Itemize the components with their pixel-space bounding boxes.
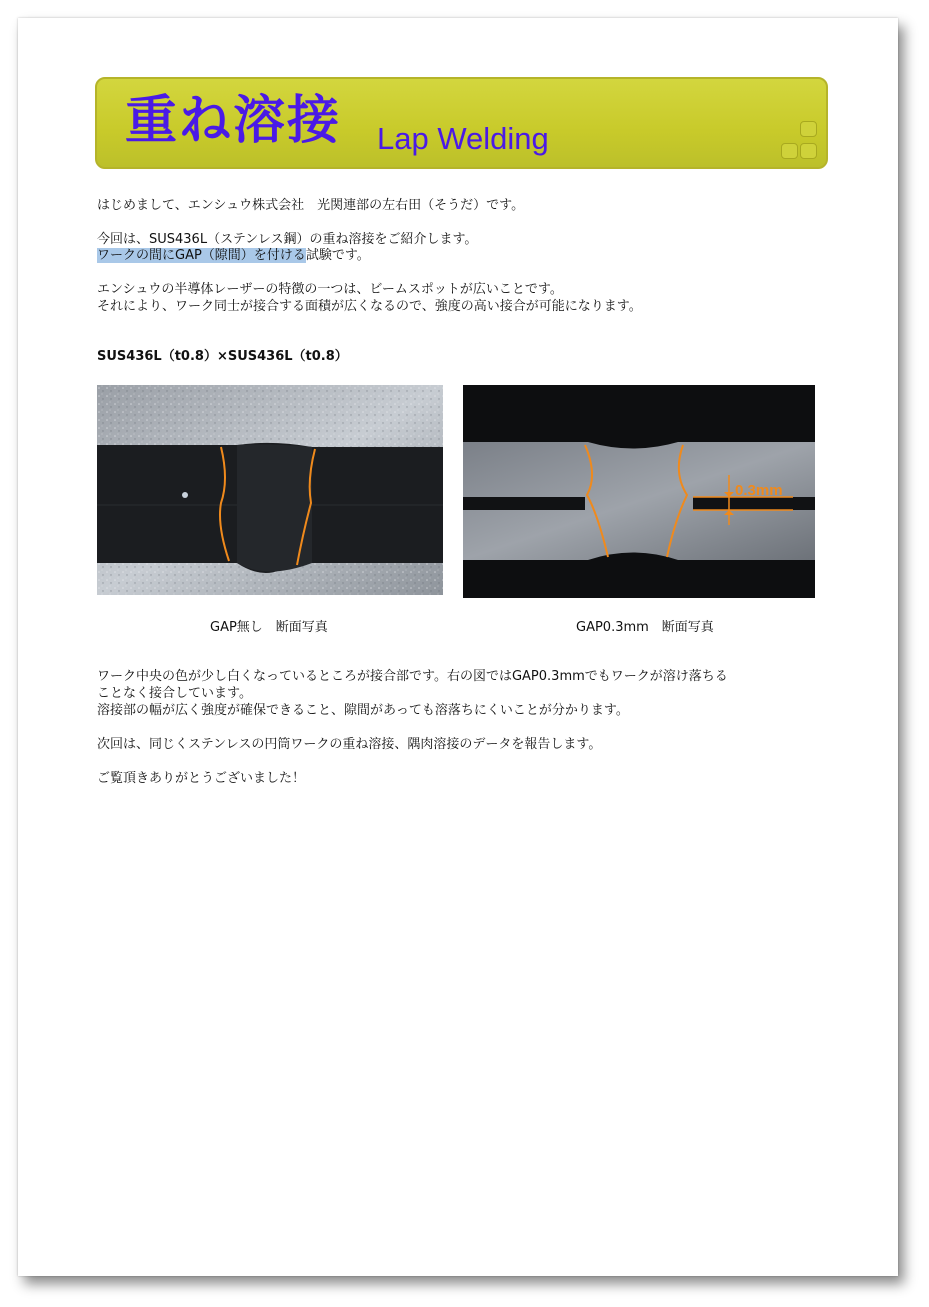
intro-line: はじめまして、エンシュウ株式会社 光関連部の左右田（そうだ）です。 xyxy=(97,198,525,213)
result-line-1: ワーク中央の色が少し白くなっているところが接合部です。右の図ではGAP0.3mmでもワークが溶け落ちる xyxy=(97,669,728,684)
topic-line-1: 今回は、SUS436L（ステンレス鋼）の重ね溶接をご紹介します。 xyxy=(97,232,478,247)
document-page xyxy=(18,18,898,1276)
banner-subtitle: Lap Welding xyxy=(377,121,549,156)
feature-line-2: それにより、ワーク同士が接合する面積が広くなるので、強度の高い接合が可能になります。 xyxy=(97,299,642,314)
material-label: SUS436L（t0.8）×SUS436L（t0.8） xyxy=(97,349,348,364)
topic-line-2 xyxy=(97,248,370,264)
cross-section-photo-no-gap xyxy=(97,385,443,595)
cross-section-photo-gap-0-3mm xyxy=(463,385,815,598)
closing-line: ご覧頂きありがとうございました！ xyxy=(97,771,306,786)
decorative-square-icon xyxy=(800,143,817,159)
left-photo-caption: GAP無し 断面写真 xyxy=(210,620,328,635)
next-line: 次回は、同じくステンレスの円筒ワークの重ね溶接、隅肉溶接のデータを報告します。 xyxy=(97,737,602,752)
gap-measurement-label: 0.3mm xyxy=(735,482,783,499)
feature-line-1: エンシュウの半導体レーザーの特徴の一つは、ビームスポットが広いことです。 xyxy=(97,282,563,297)
result-line-3: 溶接部の幅が広く強度が確保できること、隙間があっても溶落ちにくいことが分かります。 xyxy=(97,703,629,718)
topic-line-2-rest: 試験です。 xyxy=(305,248,370,263)
banner-title: 重ね溶接 xyxy=(125,91,342,151)
decorative-square-icon xyxy=(781,143,798,159)
decorative-square-icon xyxy=(800,121,817,137)
result-line-2: ことなく接合しています。 xyxy=(97,686,252,701)
right-photo-caption: GAP0.3mm 断面写真 xyxy=(576,620,714,635)
title-banner xyxy=(95,77,828,169)
highlighted-text: ワークの間にGAP（隙間）を付ける xyxy=(97,248,306,263)
